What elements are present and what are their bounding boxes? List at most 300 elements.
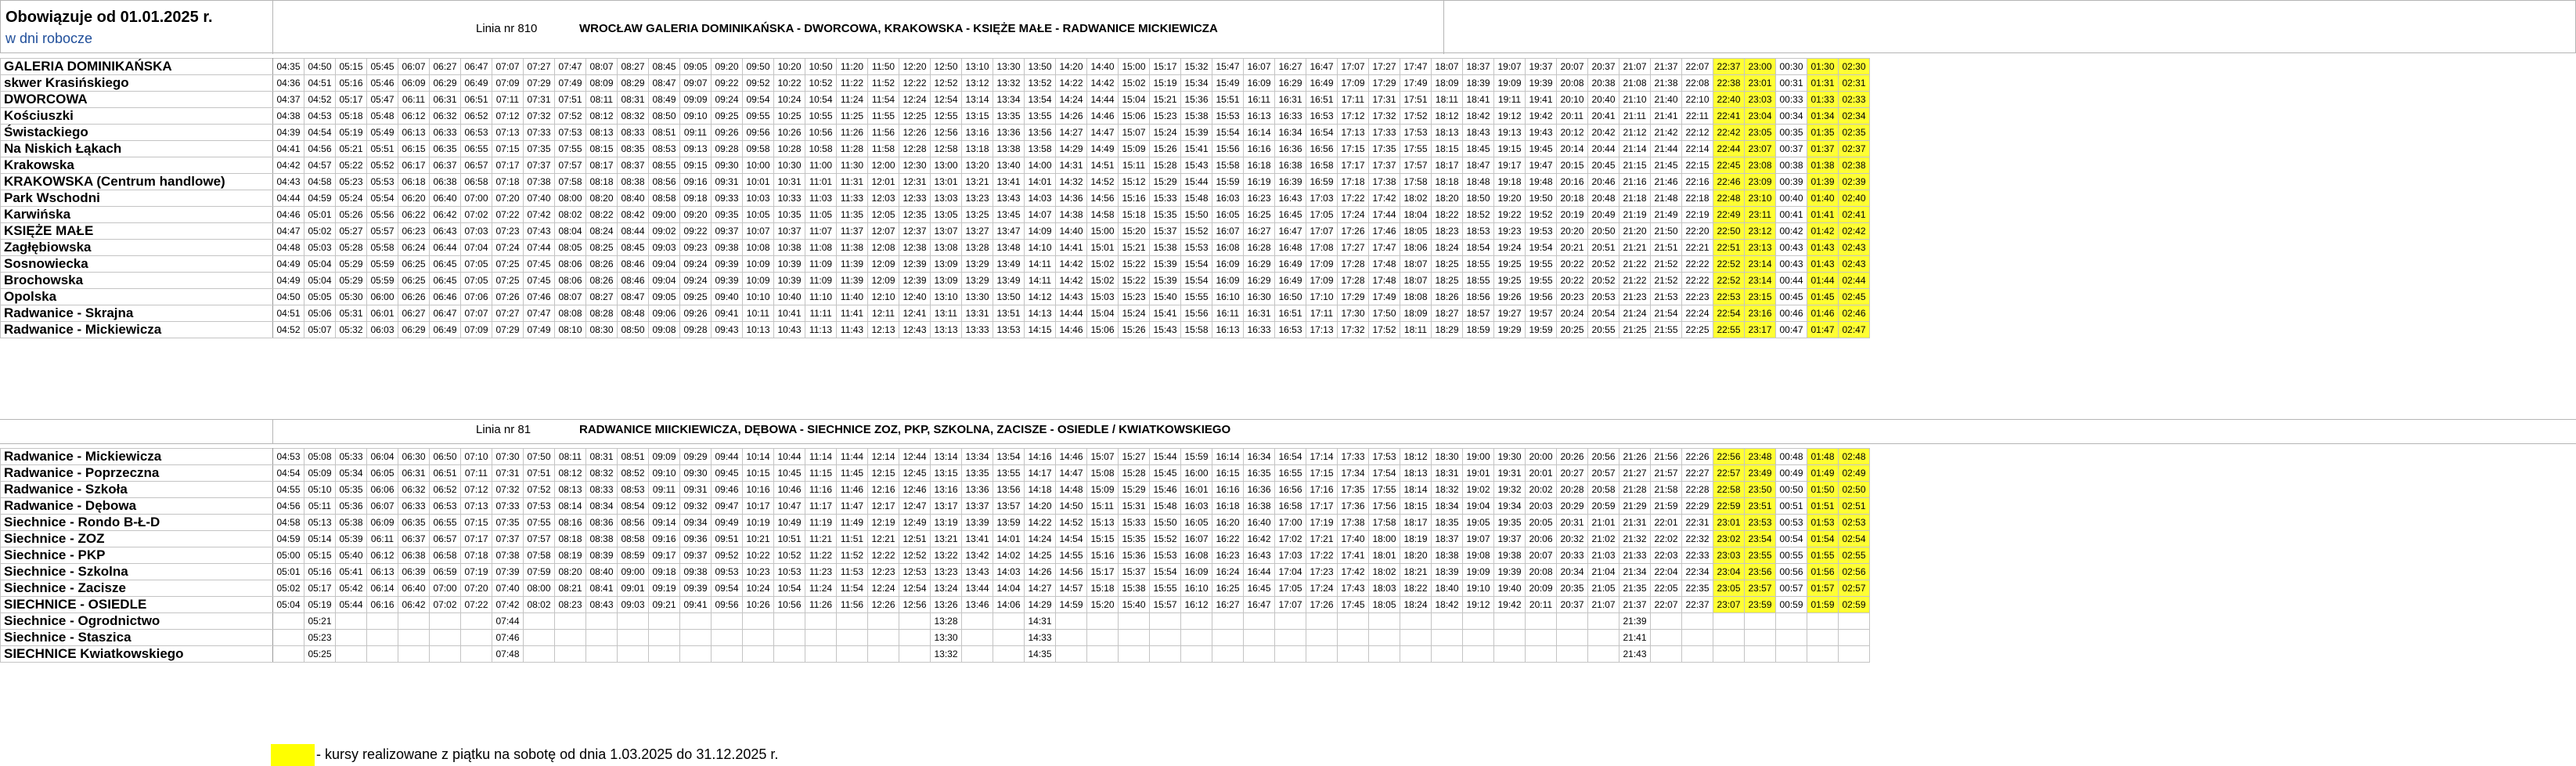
departure-time: [1682, 646, 1713, 663]
departure-time: 08:13: [586, 125, 618, 141]
stop-name: Radwanice - Poprzeczna: [1, 465, 273, 482]
departure-time: 06:25: [398, 273, 430, 289]
departure-time: 13:03: [931, 190, 962, 207]
departure-time: 07:33: [492, 498, 524, 515]
departure-time: 11:14: [805, 449, 837, 465]
departure-time: 16:08: [1181, 547, 1212, 564]
departure-time: 08:56: [618, 515, 649, 531]
departure-time: 15:20: [1119, 223, 1150, 240]
departure-time: 13:42: [962, 547, 993, 564]
departure-time: 11:38: [837, 240, 868, 256]
departure-time: 05:59: [367, 256, 398, 273]
departure-time: 13:50: [1025, 59, 1056, 75]
departure-time: 14:52: [1056, 515, 1087, 531]
departure-time: 06:13: [398, 125, 430, 141]
departure-time: [1056, 613, 1087, 630]
departure-time: 15:43: [1181, 157, 1212, 174]
departure-time: 11:08: [805, 240, 837, 256]
departure-time: 18:17: [1432, 157, 1463, 174]
departure-time: 02:42: [1839, 223, 1870, 240]
departure-time: 11:55: [868, 108, 899, 125]
departure-time: 18:34: [1432, 498, 1463, 515]
departure-time: 16:36: [1275, 141, 1306, 157]
departure-time: 08:38: [618, 174, 649, 190]
departure-time: 17:09: [1338, 75, 1369, 92]
departure-time: 06:58: [430, 547, 461, 564]
departure-time: 08:47: [649, 75, 680, 92]
departure-time: 14:17: [1025, 465, 1056, 482]
departure-time: [1557, 646, 1588, 663]
departure-time: 12:44: [899, 449, 931, 465]
departure-time: 13:21: [931, 531, 962, 547]
departure-time: 14:03: [1025, 190, 1056, 207]
departure-time: 21:51: [1651, 240, 1682, 256]
departure-time: [1526, 646, 1557, 663]
departure-time: 14:12: [1025, 289, 1056, 305]
departure-time: [1526, 613, 1557, 630]
departure-time: 07:45: [524, 256, 555, 273]
departure-time: 11:43: [837, 322, 868, 338]
stop-row: [1, 75, 1870, 92]
departure-time: 10:01: [743, 174, 774, 190]
departure-time: 04:56: [273, 498, 304, 515]
departure-time: 02:35: [1839, 125, 1870, 141]
departure-time: 20:34: [1557, 564, 1588, 580]
departure-time: 10:13: [743, 322, 774, 338]
departure-time: [1463, 646, 1494, 663]
departure-time: 10:24: [743, 580, 774, 597]
departure-time: 23:04: [1713, 564, 1745, 580]
departure-time: 17:17: [1338, 157, 1369, 174]
departure-time: 11:00: [805, 157, 837, 174]
departure-time: 04:56: [304, 141, 336, 157]
departure-time: 21:38: [1651, 75, 1682, 92]
departure-time: 20:33: [1557, 547, 1588, 564]
departure-time: 02:51: [1839, 498, 1870, 515]
departure-time: 11:16: [805, 482, 837, 498]
departure-time: 18:53: [1463, 223, 1494, 240]
departure-time: 05:07: [304, 322, 336, 338]
departure-time: 04:51: [273, 305, 304, 322]
departure-time: 05:23: [336, 174, 367, 190]
departure-time: 18:11: [1400, 322, 1432, 338]
departure-time: 16:31: [1244, 305, 1275, 322]
departure-time: 15:02: [1119, 75, 1150, 92]
departure-time: 01:59: [1807, 597, 1839, 613]
departure-time: 07:55: [524, 515, 555, 531]
departure-time: 17:13: [1338, 125, 1369, 141]
stop-row: [1, 240, 1870, 256]
departure-time: 06:47: [461, 59, 492, 75]
departure-time: 12:11: [868, 305, 899, 322]
departure-time: 14:49: [1087, 141, 1119, 157]
departure-time: 07:38: [492, 547, 524, 564]
departure-time: 10:25: [774, 108, 805, 125]
departure-time: 12:51: [899, 531, 931, 547]
departure-time: 15:45: [1150, 465, 1181, 482]
departure-time: [1212, 646, 1244, 663]
departure-time: 16:28: [1244, 240, 1275, 256]
departure-time: 09:41: [680, 597, 712, 613]
departure-time: 22:56: [1713, 449, 1745, 465]
departure-time: 22:54: [1713, 305, 1745, 322]
departure-time: 23:07: [1745, 141, 1776, 157]
departure-time: [774, 646, 805, 663]
departure-time: 15:54: [1181, 256, 1212, 273]
departure-time: 18:03: [1369, 580, 1400, 597]
stop-name: DWORCOWA: [1, 92, 273, 108]
departure-time: 00:48: [1776, 449, 1807, 465]
departure-time: 17:27: [1369, 59, 1400, 75]
departure-time: 18:15: [1432, 141, 1463, 157]
departure-time: 04:36: [273, 75, 304, 92]
departure-time: 07:38: [524, 174, 555, 190]
departure-time: 19:37: [1526, 59, 1557, 75]
stop-name: SIECHNICE Kwiatkowskiego: [1, 646, 273, 663]
departure-time: 21:22: [1619, 256, 1651, 273]
departure-time: 19:32: [1494, 482, 1526, 498]
departure-time: 16:40: [1244, 515, 1275, 531]
departure-time: 06:07: [398, 59, 430, 75]
departure-time: 15:57: [1150, 597, 1181, 613]
departure-time: 20:29: [1557, 498, 1588, 515]
departure-time: 17:30: [1338, 305, 1369, 322]
departure-time: 22:51: [1713, 240, 1745, 256]
departure-time: 16:44: [1244, 564, 1275, 580]
departure-time: 05:53: [367, 174, 398, 190]
stop-name: KRAKOWSKA (Centrum handlowe): [1, 174, 273, 190]
departure-time: 05:36: [336, 498, 367, 515]
departure-time: 20:08: [1557, 75, 1588, 92]
departure-time: 16:13: [1244, 108, 1275, 125]
stop-row: [1, 465, 1870, 482]
departure-time: 13:32: [993, 75, 1025, 92]
departure-time: 23:50: [1745, 482, 1776, 498]
departure-time: 15:44: [1150, 449, 1181, 465]
departure-time: 12:17: [868, 498, 899, 515]
departure-time: 05:01: [273, 564, 304, 580]
departure-time: 15:27: [1119, 449, 1150, 465]
departure-time: 07:20: [492, 190, 524, 207]
departure-time: [1651, 630, 1682, 646]
departure-time: 11:47: [837, 498, 868, 515]
departure-time: 21:45: [1651, 157, 1682, 174]
departure-time: [1776, 613, 1807, 630]
departure-time: 07:22: [461, 597, 492, 613]
stop-row: [1, 449, 1870, 465]
departure-time: 04:38: [273, 108, 304, 125]
departure-time: 15:13: [1087, 515, 1119, 531]
stop-name: Siechnice - Zacisze: [1, 580, 273, 597]
stop-row: [1, 564, 1870, 580]
departure-time: 19:59: [1526, 322, 1557, 338]
departure-time: 02:48: [1839, 449, 1870, 465]
departure-time: 08:26: [586, 273, 618, 289]
departure-time: 04:59: [304, 190, 336, 207]
departure-time: 18:22: [1400, 580, 1432, 597]
departure-time: 21:52: [1651, 256, 1682, 273]
departure-time: [1651, 646, 1682, 663]
departure-time: 08:51: [649, 125, 680, 141]
departure-time: 21:35: [1619, 580, 1651, 597]
departure-time: 12:16: [868, 482, 899, 498]
departure-time: 06:26: [398, 289, 430, 305]
departure-time: 08:43: [586, 597, 618, 613]
departure-time: 20:32: [1557, 531, 1588, 547]
departure-time: 07:00: [461, 190, 492, 207]
departure-time: 06:55: [430, 515, 461, 531]
departure-time: [1119, 646, 1150, 663]
departure-time: 17:50: [1369, 305, 1400, 322]
line-810-route: WROCŁAW GALERIA DOMINIKAŃSKA - DWORCOWA, KRAKOWSKA - KSIĘŻE MAŁE - RADWANICE MICKIEWICZA: [579, 22, 1218, 35]
departure-time: 08:34: [586, 498, 618, 515]
departure-time: 14:56: [1087, 190, 1119, 207]
departure-time: 16:16: [1244, 141, 1275, 157]
departure-time: 20:14: [1557, 141, 1588, 157]
departure-time: 16:12: [1181, 597, 1212, 613]
departure-time: 14:16: [1025, 449, 1056, 465]
departure-time: 14:46: [1087, 108, 1119, 125]
departure-time: [1494, 646, 1526, 663]
departure-time: 01:57: [1807, 580, 1839, 597]
departure-time: 08:33: [586, 482, 618, 498]
departure-time: 10:53: [774, 564, 805, 580]
departure-time: 09:50: [743, 59, 774, 75]
departure-time: 22:37: [1682, 597, 1713, 613]
stop-row: [1, 59, 1870, 75]
departure-time: [398, 646, 430, 663]
departure-time: 20:45: [1588, 157, 1619, 174]
departure-time: 20:00: [1526, 449, 1557, 465]
departure-time: 16:49: [1306, 75, 1338, 92]
departure-time: 07:27: [524, 59, 555, 75]
departure-time: 20:49: [1588, 207, 1619, 223]
departure-time: 16:25: [1244, 207, 1275, 223]
departure-time: 17:40: [1338, 531, 1369, 547]
departure-time: 06:40: [398, 580, 430, 597]
departure-time: 06:12: [367, 547, 398, 564]
stop-row: [1, 613, 1870, 630]
departure-time: 08:59: [618, 547, 649, 564]
departure-time: 13:13: [931, 322, 962, 338]
departure-time: 17:41: [1338, 547, 1369, 564]
departure-time: 22:52: [1713, 256, 1745, 273]
departure-time: 06:38: [430, 174, 461, 190]
departure-time: 20:08: [1526, 564, 1557, 580]
departure-time: 21:05: [1588, 580, 1619, 597]
stop-name: Siechnice - Ogrodnictwo: [1, 613, 273, 630]
departure-time: 05:52: [367, 157, 398, 174]
stop-row: [1, 498, 1870, 515]
departure-time: 19:01: [1463, 465, 1494, 482]
departure-time: 04:59: [273, 531, 304, 547]
line-81-label: Linia nr 81: [476, 423, 531, 436]
departure-time: 10:33: [774, 190, 805, 207]
departure-time: 15:59: [1181, 449, 1212, 465]
departure-time: 07:40: [524, 190, 555, 207]
departure-time: 07:31: [492, 465, 524, 482]
departure-time: 16:05: [1181, 515, 1212, 531]
departure-time: 14:41: [1056, 240, 1087, 256]
departure-time: 07:52: [555, 108, 586, 125]
departure-time: 15:37: [1150, 223, 1181, 240]
departure-time: 11:09: [805, 256, 837, 273]
departure-time: 06:32: [398, 482, 430, 498]
departure-time: 15:55: [1150, 580, 1181, 597]
departure-time: 13:26: [931, 597, 962, 613]
departure-time: 20:24: [1557, 305, 1588, 322]
departure-time: 22:22: [1682, 256, 1713, 273]
departure-time: 06:07: [367, 498, 398, 515]
departure-time: 05:06: [304, 305, 336, 322]
departure-time: [680, 613, 712, 630]
departure-time: 09:46: [712, 482, 743, 498]
departure-time: 07:30: [492, 449, 524, 465]
departure-time: 13:52: [1025, 75, 1056, 92]
departure-time: 06:17: [398, 157, 430, 174]
departure-time: 11:10: [805, 289, 837, 305]
departure-time: 12:15: [868, 465, 899, 482]
departure-time: [962, 646, 993, 663]
departure-time: [367, 630, 398, 646]
departure-time: 16:30: [1244, 289, 1275, 305]
departure-time: 01:40: [1807, 190, 1839, 207]
departure-time: 08:08: [555, 305, 586, 322]
departure-time: 16:05: [1212, 207, 1244, 223]
departure-time: 15:23: [1119, 289, 1150, 305]
departure-time: 20:48: [1588, 190, 1619, 207]
valid-from-label: Obowiązuje od 01.01.2025 r.: [5, 9, 213, 26]
departure-time: 19:24: [1494, 240, 1526, 256]
departure-time: 14:40: [1087, 59, 1119, 75]
departure-time: 11:09: [805, 273, 837, 289]
departure-time: 09:26: [680, 305, 712, 322]
departure-time: 13:10: [931, 289, 962, 305]
departure-time: 06:38: [398, 547, 430, 564]
departure-time: 15:08: [1087, 465, 1119, 482]
departure-time: 13:20: [962, 157, 993, 174]
departure-time: 07:40: [492, 580, 524, 597]
departure-time: 20:35: [1557, 580, 1588, 597]
departure-time: 07:42: [492, 597, 524, 613]
departure-time: 10:22: [774, 75, 805, 92]
departure-time: 09:25: [680, 289, 712, 305]
departure-time: 02:47: [1839, 322, 1870, 338]
departure-time: 20:56: [1588, 449, 1619, 465]
departure-time: 06:39: [398, 564, 430, 580]
departure-time: 23:05: [1713, 580, 1745, 597]
departure-time: 09:24: [712, 92, 743, 108]
departure-time: 22:24: [1682, 305, 1713, 322]
departure-time: 04:54: [273, 465, 304, 482]
departure-time: [1306, 613, 1338, 630]
departure-time: 21:22: [1619, 273, 1651, 289]
departure-time: 13:23: [962, 190, 993, 207]
departure-time: 10:55: [805, 108, 837, 125]
departure-time: 09:31: [680, 482, 712, 498]
departure-time: 08:02: [555, 207, 586, 223]
departure-time: 12:30: [899, 157, 931, 174]
departure-time: 08:14: [555, 498, 586, 515]
departure-time: 13:55: [1025, 108, 1056, 125]
departure-time: [1087, 630, 1119, 646]
departure-time: 05:17: [304, 580, 336, 597]
departure-time: 20:11: [1526, 597, 1557, 613]
departure-time: 06:25: [398, 256, 430, 273]
departure-time: 02:43: [1839, 256, 1870, 273]
departure-time: 06:18: [398, 174, 430, 190]
departure-time: 23:16: [1745, 305, 1776, 322]
departure-time: 21:40: [1651, 92, 1682, 108]
departure-time: [1338, 646, 1369, 663]
departure-time: 05:46: [367, 75, 398, 92]
departure-time: 23:03: [1713, 547, 1745, 564]
departure-time: 09:10: [680, 108, 712, 125]
departure-time: 13:30: [962, 289, 993, 305]
departure-time: 08:00: [555, 190, 586, 207]
departure-time: 08:06: [555, 273, 586, 289]
departure-time: [1275, 613, 1306, 630]
departure-time: 00:45: [1776, 289, 1807, 305]
departure-time: 16:14: [1212, 449, 1244, 465]
departure-time: 16:47: [1275, 223, 1306, 240]
departure-time: 22:53: [1713, 289, 1745, 305]
departure-time: 12:40: [899, 289, 931, 305]
departure-time: 08:40: [586, 564, 618, 580]
departure-time: [618, 613, 649, 630]
departure-time: [899, 630, 931, 646]
departure-time: 19:08: [1463, 547, 1494, 564]
departure-time: 00:54: [1776, 531, 1807, 547]
departure-time: 21:55: [1651, 322, 1682, 338]
departure-time: 06:22: [398, 207, 430, 223]
departure-time: 22:27: [1682, 465, 1713, 482]
departure-time: 16:39: [1275, 174, 1306, 190]
departure-time: 06:40: [430, 190, 461, 207]
departure-time: 16:07: [1181, 531, 1212, 547]
departure-time: 04:41: [273, 141, 304, 157]
departure-time: 15:39: [1150, 273, 1181, 289]
departure-time: [805, 646, 837, 663]
departure-time: 12:24: [899, 92, 931, 108]
departure-time: 08:10: [555, 322, 586, 338]
departure-time: 12:54: [899, 580, 931, 597]
departure-time: 02:50: [1839, 482, 1870, 498]
departure-time: 02:57: [1839, 580, 1870, 597]
departure-time: 21:41: [1619, 630, 1651, 646]
departure-time: 08:16: [555, 515, 586, 531]
departure-time: 14:48: [1056, 482, 1087, 498]
departure-time: 06:55: [461, 141, 492, 157]
departure-time: 16:10: [1181, 580, 1212, 597]
departure-time: [1745, 646, 1776, 663]
departure-time: 07:03: [461, 223, 492, 240]
departure-time: 19:07: [1494, 59, 1526, 75]
departure-time: 10:15: [743, 465, 774, 482]
departure-time: 10:56: [805, 125, 837, 141]
departure-time: 04:53: [273, 449, 304, 465]
departure-time: 18:52: [1463, 207, 1494, 223]
departure-time: 20:28: [1557, 482, 1588, 498]
departure-time: 18:24: [1400, 597, 1432, 613]
departure-time: 17:07: [1338, 59, 1369, 75]
departure-time: 10:26: [774, 125, 805, 141]
departure-time: 12:38: [899, 240, 931, 256]
departure-time: [743, 646, 774, 663]
departure-time: [1557, 630, 1588, 646]
departure-time: 22:38: [1713, 75, 1745, 92]
departure-time: 12:25: [899, 108, 931, 125]
